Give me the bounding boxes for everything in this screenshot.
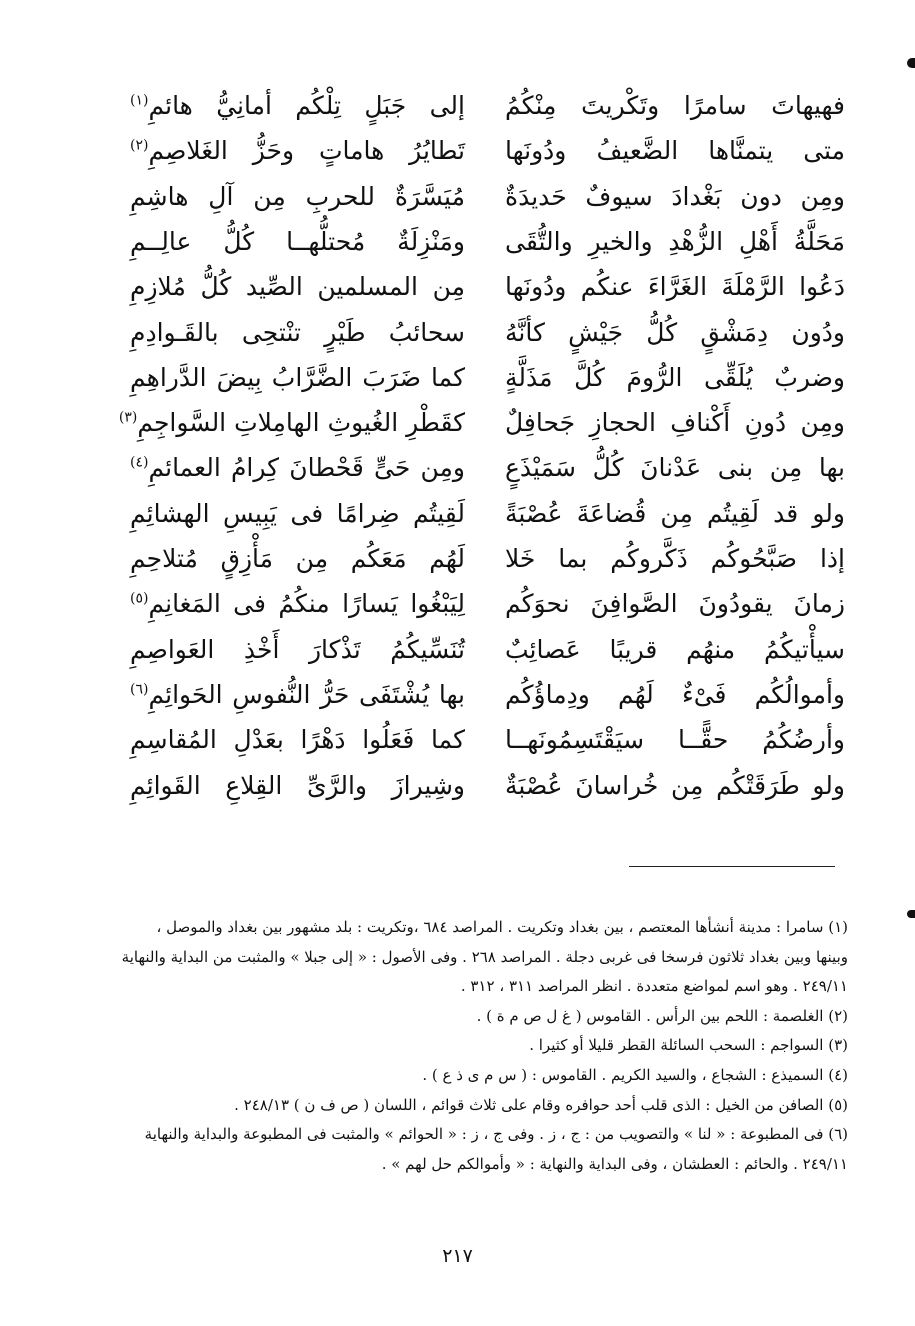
footnote-line: (١) سامرا : مدينة أنشأها المعتصم ، بين بغداد وتكريت . المراصد ٦٨٤ ،وتكريت : بلد مشهور بين بغداد والموصل ، — [156, 918, 848, 936]
verse-first-hemistich: ومِن دُونِ أَكْنافِ الحجازِ جَحافِلٌ — [505, 408, 845, 438]
verse-second-hemistich — [130, 714, 465, 766]
verse — [130, 533, 845, 585]
verse-second-hemistich-text: إلى جَبَلٍ تِلْكُم أمانِيُّ هائمِ — [148, 91, 465, 120]
verse-second-hemistich — [130, 171, 465, 223]
verse-first-hemistich: ولو طَرَقَتْكُم مِن خُراسانَ عُصْبَةٌ — [505, 770, 845, 800]
verse-second-hemistich — [130, 216, 465, 268]
verse-first-hemistich: متى يتمنَّاها الضَّعيفُ ودُونَها — [505, 136, 845, 166]
footnote-marker: (٤) — [130, 455, 149, 472]
footnote-line: (٤) السميذع : الشجاع ، والسيد الكريم . القاموس : ( س م ى ذ ع ) . — [422, 1065, 848, 1084]
verse-second-hemistich-text: مِن المسلمين الصِّيد كُلُّ مُلازِمِ — [130, 272, 465, 302]
verse-second-hemistich — [130, 80, 465, 132]
verse-second-hemistich-text: تُنَسِّيكُمُ تَذْكارَ أَخْذِ العَواصِمِ — [130, 634, 465, 664]
verse-second-hemistich-text: بها يُشْتَفَى حَرُّ النُّفوسِ الحَوائِمِ — [148, 679, 465, 709]
verse — [130, 760, 845, 812]
verse — [130, 216, 845, 268]
verse — [130, 669, 845, 721]
verse-second-hemistich — [130, 760, 465, 812]
verse-second-hemistich-text: لَقِيتُم ضِرامًا فى يَبِيسِ الهشائِمِ — [130, 498, 465, 528]
verse-second-hemistich-text: مُيَسَّرَةٌ للحربِ مِن آلِ هاشِمِ — [130, 181, 465, 211]
footnote-marker: (١) — [130, 92, 149, 109]
page-number: ٢١٧ — [442, 1245, 473, 1267]
verse — [130, 80, 845, 132]
verse — [130, 171, 845, 223]
verse — [130, 714, 845, 766]
verse-second-hemistich-text: لِيَبْغُوا يَسارًا منكُمُ فى المَغانِمِ — [148, 589, 465, 619]
verse-first-hemistich: إذا صَبَّحُوكُم ذَكَّروكُم بما خَلا — [505, 544, 845, 573]
verse-first-hemistich: وأرضُكُمُ حقًّــا سيَقْتَسِمُونَهــا — [505, 725, 845, 755]
verse-second-hemistich-text: وشِيرازَ والرَّىِّ القِلاعِ القَوائِمِ — [130, 770, 465, 800]
verse-second-hemistich — [130, 352, 465, 404]
verse-second-hemistich-text: كما فَعَلُوا دَهْرًا بعَدْلِ المُقاسِمِ — [130, 725, 465, 755]
verse-second-hemistich — [130, 533, 465, 585]
verse-first-hemistich: وضربٌ يُلَقِّى الرُّومَ كُلَّ مَذَلَّةٍ — [505, 362, 845, 392]
verse — [118, 397, 845, 449]
verse — [130, 488, 845, 540]
verse-second-hemistich-text: لَهُم مَعَكُم مِن مَأْزِقٍ مُتلاحِمِ — [130, 544, 465, 573]
verse-second-hemistich — [130, 125, 465, 177]
verse-first-hemistich: سيأْتيكُمُ منهُم قريبًا عَصائِبٌ — [505, 634, 845, 664]
verse-first-hemistich: زمانَ يقودُونَ الصَّوافِنَ نحوَكُم — [505, 589, 845, 619]
verse-second-hemistich — [130, 669, 465, 721]
verse — [130, 624, 845, 676]
verse-second-hemistich-text: كما ضَرَبَ الضَّرَّابُ بِيضَ الدَّراهِمِ — [130, 362, 465, 392]
verse-second-hemistich — [130, 261, 465, 313]
footnote-line: (٣) السواجم : السحب السائلة القطر قليلا أو كثيرا . — [529, 1036, 848, 1055]
verse-first-hemistich: فهيهاتَ سامرًا وتَكْريتَ مِنْكُمُ — [505, 91, 845, 120]
verse-first-hemistich: بها مِن بنى عَدْنانَ كُلُّ سَمَيْذَعٍ — [505, 453, 845, 483]
verse-second-hemistich-text: سحائبُ طَيْرٍ تنْتحِى بالقَـوادِمِ — [130, 317, 465, 347]
footnote-line: (٢) الغلصمة : اللحم بين الرأس . القاموس ( غ ل ص م ة ) . — [476, 1006, 848, 1025]
verse — [130, 261, 845, 313]
verse-first-hemistich: دَعُوا الرَّمْلَةَ الغَرَّاءَ عنكُم ودُونَها — [505, 272, 845, 302]
verse-second-hemistich — [130, 442, 465, 494]
verse-first-hemistich: ومِن دون بَغْدادَ سيوفٌ حَديدَةٌ — [505, 181, 845, 211]
verse-second-hemistich-text: كقَطْرِ الغُيوثِ الهامِلاتِ السَّواجِمِ — [137, 408, 465, 438]
verse — [130, 442, 845, 494]
verse-second-hemistich — [130, 307, 465, 359]
verse — [130, 352, 845, 404]
edge-mark-bottom — [907, 910, 915, 918]
footnote-line: ٢٤٩/١١ . وهو اسم لمواضع متعددة . انظر المراصد ٣١١ ، ٣١٢ . — [460, 977, 848, 996]
verse-first-hemistich: ولو قد لَقِيتُم مِن قُضاعَةَ عُصْبَةً — [505, 498, 845, 528]
footnote-line: وبينها وبين بغداد ثلاثون فرسخا فى غربى دجلة . المراصد ٢٦٨ . وفى الأصول : « إلى جبلا » والمثبت من البداية والنهاية — [121, 947, 848, 966]
footnote-line: (٥) الصافن من الخيل : الذى قلب أحد حوافره وقام على ثلاث قوائم ، اللسان ( ص ف ن ) ٢٤٨/١٣ . — [234, 1095, 848, 1114]
footnotes — [121, 913, 848, 1179]
verse — [130, 578, 845, 630]
verse-second-hemistich — [130, 624, 465, 676]
verse-second-hemistich — [130, 578, 465, 630]
verse — [130, 125, 845, 177]
footnote-marker: (٥) — [130, 590, 149, 607]
verse-first-hemistich: وأموالُكُم فَىْءٌ لَهُم ودِماؤُكُم — [505, 679, 845, 709]
footnote-marker: (٦) — [130, 681, 149, 698]
verse-second-hemistich-text: ومِن حَىٍّ قَحْطانَ كِرامُ العمائمِ — [148, 453, 465, 483]
verse-second-hemistich-text: ومَنْزِلَةٌ مُحتلُّهــا كُلُّ عالِــمِ — [130, 226, 465, 256]
footnote-separator — [629, 866, 835, 867]
footnote-line: ٢٤٩/١١ . والحائم : العطشان ، وفى البداية والنهاية : « وأموالكم حل لهم » . — [381, 1154, 848, 1173]
verse — [130, 307, 845, 359]
verse-first-hemistich: مَحَلَّةُ أَهْلِ الزُّهْدِ والخيرِ والتُّقَى — [505, 226, 845, 256]
verse-second-hemistich — [130, 488, 465, 540]
footnote-line: (٦) فى المطبوعة : « لنا » والتصويب من : ج ، ز . وفى ج ، ز : « الحوائم » والمثبت فى المطبوعة والبداية والنهاية — [144, 1125, 848, 1144]
footnote-marker: (٢) — [130, 137, 149, 154]
verse-second-hemistich — [118, 397, 465, 449]
verse-first-hemistich: ودُون دِمَشْقٍ كُلُّ جَيْشٍ كأنَّهُ — [505, 317, 845, 347]
footnote-marker: (٣) — [118, 409, 138, 426]
edge-mark-top — [907, 58, 915, 68]
verse-second-hemistich-text: تَطايُرُ هاماتٍ وحَزُّ الغَلاصِمِ — [148, 136, 465, 166]
